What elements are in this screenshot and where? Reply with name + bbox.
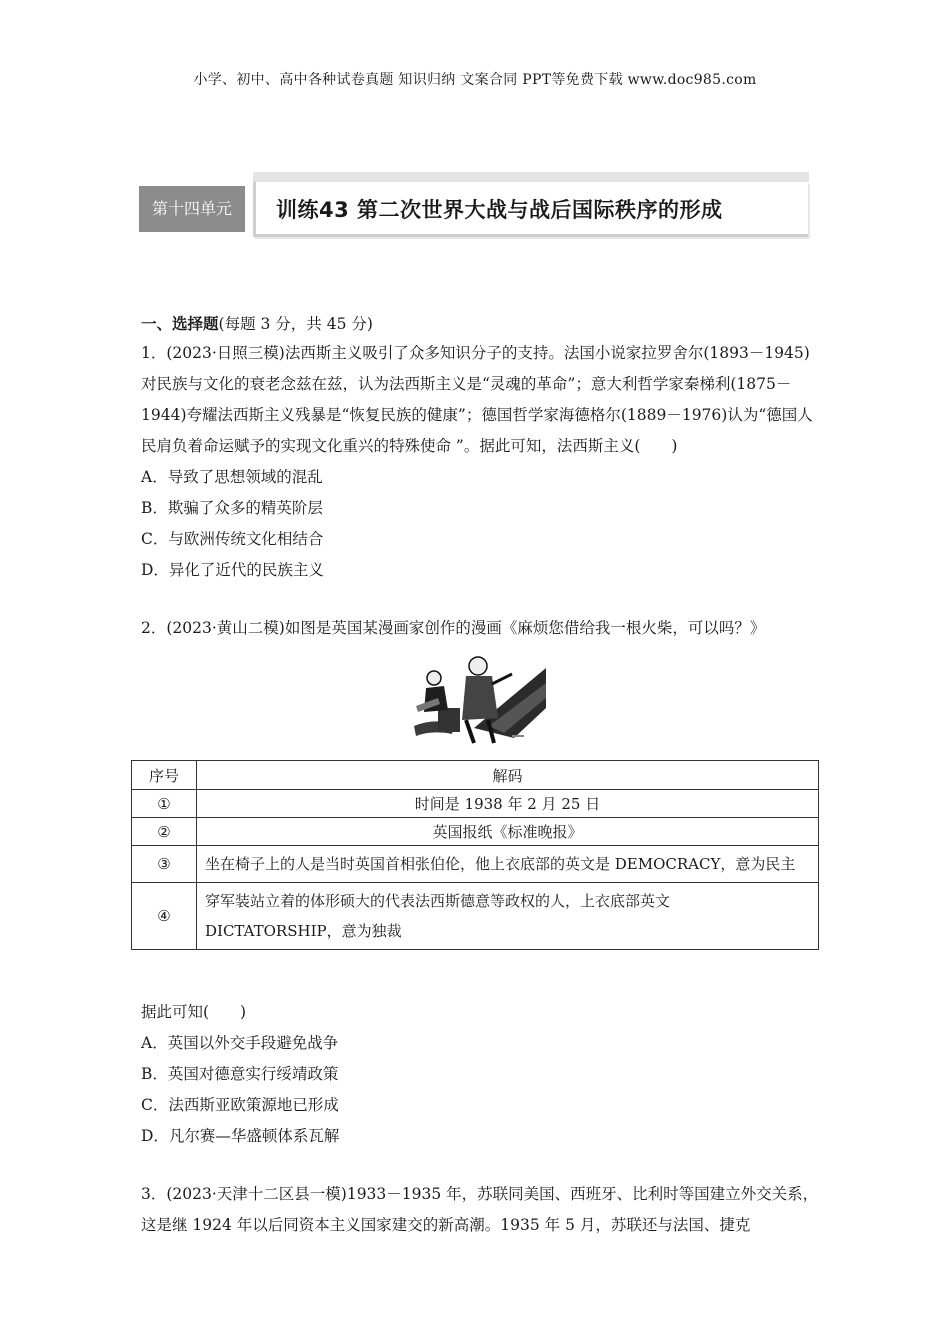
unit-tag: 第十四单元 (139, 186, 245, 232)
site-header: 小学、初中、高中各种试卷真题 知识归纳 文案合同 PPT等免费下载 www.doc985.com (193, 72, 757, 88)
question-2-stem: 2．(2023·黄山二模)如图是英国某漫画家创作的漫画《麻烦您借给我一根火柴，可以吗？》 (141, 619, 766, 637)
row-number: ② (132, 818, 197, 846)
row-text: 英国报纸《标准晚报》 (197, 818, 819, 846)
table-row (132, 883, 819, 950)
table-row (132, 790, 819, 818)
section-title-bold: 一、选择题 (141, 315, 219, 333)
table-row (132, 818, 819, 846)
question-2-option-c: C．法西斯亚欧策源地已形成 (141, 1096, 339, 1114)
question-1-stem: 1．(2023·日照三模)法西斯主义吸引了众多知识分子的支持。法国小说家拉罗舍尔(1893－1945)对民族与文化的衰老念兹在兹，认为法西斯主义是“灵魂的革命”；意大利哲学家秦梯利(1875－1944)夸耀法西斯主义残暴是“恢复民族的健康”；德国哲学家海德格尔(1889－1976)认为“德国人民肩负着命运赋予的实现文化重兴的特殊使命 ”。据此可知，法西斯主义( ) (141, 344, 813, 455)
question-2-conclusion: 据此可知( ) (141, 1003, 247, 1021)
header-number: 序号 (132, 761, 197, 790)
question-1-option-a: A．导致了思想领域的混乱 (141, 468, 323, 486)
unit-title-box (253, 182, 808, 237)
row-number: ④ (132, 883, 197, 950)
row-text: 坐在椅子上的人是当时英国首相张伯伦，他上衣底部的英文是 DEMOCRACY，意为民主 (197, 846, 819, 883)
question-2-option-a: A．英国以外交手段避免战争 (141, 1034, 339, 1052)
question-1-option-d: D．异化了近代的民族主义 (141, 561, 324, 579)
question-1-option-b: B．欺骗了众多的精英阶层 (141, 499, 323, 517)
question-1 (141, 338, 821, 586)
header-decode: 解码 (197, 761, 819, 790)
table-row (132, 846, 819, 883)
banner-top-bar (253, 172, 809, 182)
question-2-option-d: D．凡尔赛—华盛顿体系瓦解 (141, 1127, 340, 1145)
table-header-row (132, 761, 819, 790)
cartoon-image (404, 648, 546, 748)
section-title-rest: (每题 3 分，共 45 分) (218, 315, 373, 333)
question-2-option-b: B．英国对德意实行绥靖政策 (141, 1065, 339, 1083)
row-text: 穿军装站立着的体形硕大的代表法西斯德意等政权的人，上衣底部英文 DICTATORSHIP，意为独裁 (197, 883, 819, 950)
row-number: ① (132, 790, 197, 818)
row-number: ③ (132, 846, 197, 883)
question-3 (141, 1179, 821, 1241)
unit-title: 训练43 第二次世界大战与战后国际秩序的形成 (276, 198, 723, 222)
question-2-conclusion-block (141, 997, 821, 1152)
row-text: 时间是 1938 年 2 月 25 日 (197, 790, 819, 818)
decode-table (131, 760, 819, 950)
question-1-option-c: C．与欧洲传统文化相结合 (141, 530, 324, 548)
question-2 (141, 613, 821, 644)
question-3-stem: 3．(2023·天津十二区县一模)1933－1935 年，苏联同美国、西班牙、比利时等国建立外交关系，这是继 1924 年以后同资本主义国家建交的新高潮。1935 年 5 月，苏联还与法国、捷克 (141, 1185, 819, 1234)
section-title (141, 312, 821, 334)
unit-banner (139, 172, 809, 242)
